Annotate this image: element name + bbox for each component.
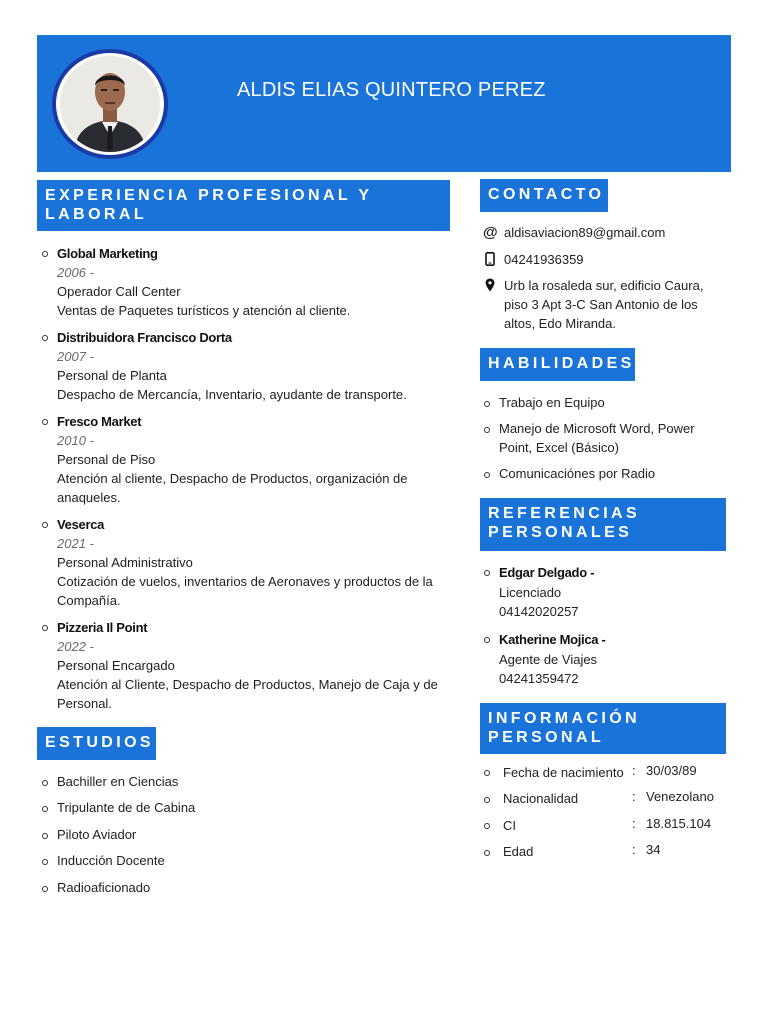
contact-section-label: CONTACTO	[488, 186, 605, 203]
company-name: Pizzeria Il Point	[57, 620, 148, 635]
info-value: 34	[646, 842, 661, 857]
experience-year: 2022 -	[57, 639, 94, 654]
list-bullet	[42, 335, 48, 341]
list-bullet	[484, 401, 490, 407]
list-bullet	[484, 637, 490, 643]
list-bullet	[484, 823, 490, 829]
study-item: Bachiller en Ciencias	[57, 774, 179, 789]
address-text: Urb la rosaleda sur, edificio Caura, piso 3 Apt 3-C San Antonio de los altos, Edo Miranda.	[504, 278, 704, 331]
job-role: Personal Administrativo	[57, 555, 193, 570]
contact-section-title	[480, 179, 608, 212]
reference-phone: 04142020257	[499, 604, 579, 619]
experience-entry	[57, 244, 452, 320]
job-description: Ventas de Paquetes turísticos y atención al cliente.	[57, 303, 351, 318]
list-bullet	[484, 797, 490, 803]
reference-title: Agente de Viajes	[499, 651, 598, 667]
studies-section-title	[37, 727, 156, 760]
email-link[interactable]: aldisaviacion89@gmail.com	[504, 225, 666, 240]
study-item: Tripulante de de Cabina	[57, 800, 196, 815]
job-description: Atención al cliente, Despacho de Productos, organización de anaqueles.	[57, 471, 408, 505]
at-icon: @	[483, 224, 498, 241]
profile-photo-frame	[52, 49, 168, 159]
skills-section-label: HABILIDADES	[488, 355, 635, 372]
experience-year: 2006 -	[57, 265, 94, 280]
list-bullet	[42, 625, 48, 631]
list-bullet	[42, 886, 48, 892]
skill-item: Trabajo en Equipo	[499, 395, 605, 410]
personal-info-section-title	[480, 703, 726, 754]
experience-year: 2010 -	[57, 433, 94, 448]
reference-name: Edgar Delgado -	[499, 565, 595, 580]
company-name: Veserca	[57, 517, 105, 532]
info-label: Edad	[503, 844, 534, 859]
study-item: Piloto Aviador	[57, 827, 137, 842]
info-value: 30/03/89	[646, 763, 697, 778]
phone-number: 04241936359	[504, 252, 584, 267]
experience-section-title	[37, 180, 450, 231]
list-bullet	[484, 570, 490, 576]
list-bullet	[42, 806, 48, 812]
references-section-title	[480, 498, 726, 551]
reference-title: Licenciado	[499, 584, 562, 600]
list-bullet	[42, 419, 48, 425]
info-separator: :	[632, 763, 636, 778]
skill-item: Manejo de Microsoft Word, Power Point, Excel (Básico)	[499, 421, 695, 455]
list-bullet	[484, 472, 490, 478]
job-description: Atención al Cliente, Despacho de Productos, Manejo de Caja y de Personal.	[57, 677, 438, 711]
experience-entry	[57, 618, 452, 713]
info-value: Venezolano	[646, 789, 714, 804]
info-separator: :	[632, 816, 636, 831]
info-separator: :	[632, 842, 636, 857]
experience-year: 2007 -	[57, 349, 94, 364]
study-item: Inducción Docente	[57, 853, 165, 868]
job-role: Operador Call Center	[57, 284, 181, 299]
info-value: 18.815.104	[646, 816, 712, 831]
list-bullet	[42, 522, 48, 528]
resume-header	[37, 35, 731, 172]
company-name: Fresco Market	[57, 414, 142, 429]
reference-phone: 04241359472	[499, 671, 579, 686]
info-separator: :	[632, 789, 636, 804]
list-bullet	[484, 770, 490, 776]
list-bullet	[42, 780, 48, 786]
experience-section-label: EXPERIENCIA PROFESIONAL Y LABORAL	[45, 187, 373, 223]
info-label: CI	[503, 818, 516, 833]
experience-entry	[57, 328, 452, 404]
list-bullet	[42, 251, 48, 257]
experience-entry	[57, 412, 452, 507]
candidate-name: ALDIS ELIAS QUINTERO PEREZ	[237, 79, 546, 101]
job-role: Personal de Piso	[57, 452, 156, 467]
references-section-label: REFERENCIAS PERSONALES	[488, 505, 641, 541]
company-name: Distribuidora Francisco Dorta	[57, 330, 232, 345]
reference-name: Katherine Mojica -	[499, 632, 606, 647]
map-pin-icon	[483, 278, 497, 295]
reference-entry	[499, 563, 594, 622]
job-description: Cotización de vuelos, inventarios de Aeronaves y productos de la Compañía.	[57, 574, 433, 608]
mobile-phone-icon	[483, 252, 497, 269]
skill-item: Comunicaciónes por Radio	[499, 466, 656, 481]
job-description: Despacho de Mercancía, Inventario, ayudante de transporte.	[57, 387, 407, 402]
reference-entry	[499, 630, 606, 689]
list-bullet	[484, 850, 490, 856]
info-label: Fecha de nacimiento	[503, 765, 624, 780]
study-item: Radioaficionado	[57, 880, 151, 895]
job-role: Personal Encargado	[57, 658, 175, 673]
job-role: Personal de Planta	[57, 368, 167, 383]
experience-year: 2021 -	[57, 536, 94, 551]
list-bullet	[42, 833, 48, 839]
info-label: Nacionalidad	[503, 791, 579, 806]
skills-section-title	[480, 348, 635, 381]
personal-info-section-label: INFORMACIÓN PERSONAL	[488, 710, 641, 746]
list-bullet	[484, 427, 490, 433]
experience-entry	[57, 515, 452, 610]
studies-section-label: ESTUDIOS	[45, 734, 154, 751]
profile-photo	[60, 56, 160, 152]
list-bullet	[42, 859, 48, 865]
company-name: Global Marketing	[57, 246, 158, 261]
